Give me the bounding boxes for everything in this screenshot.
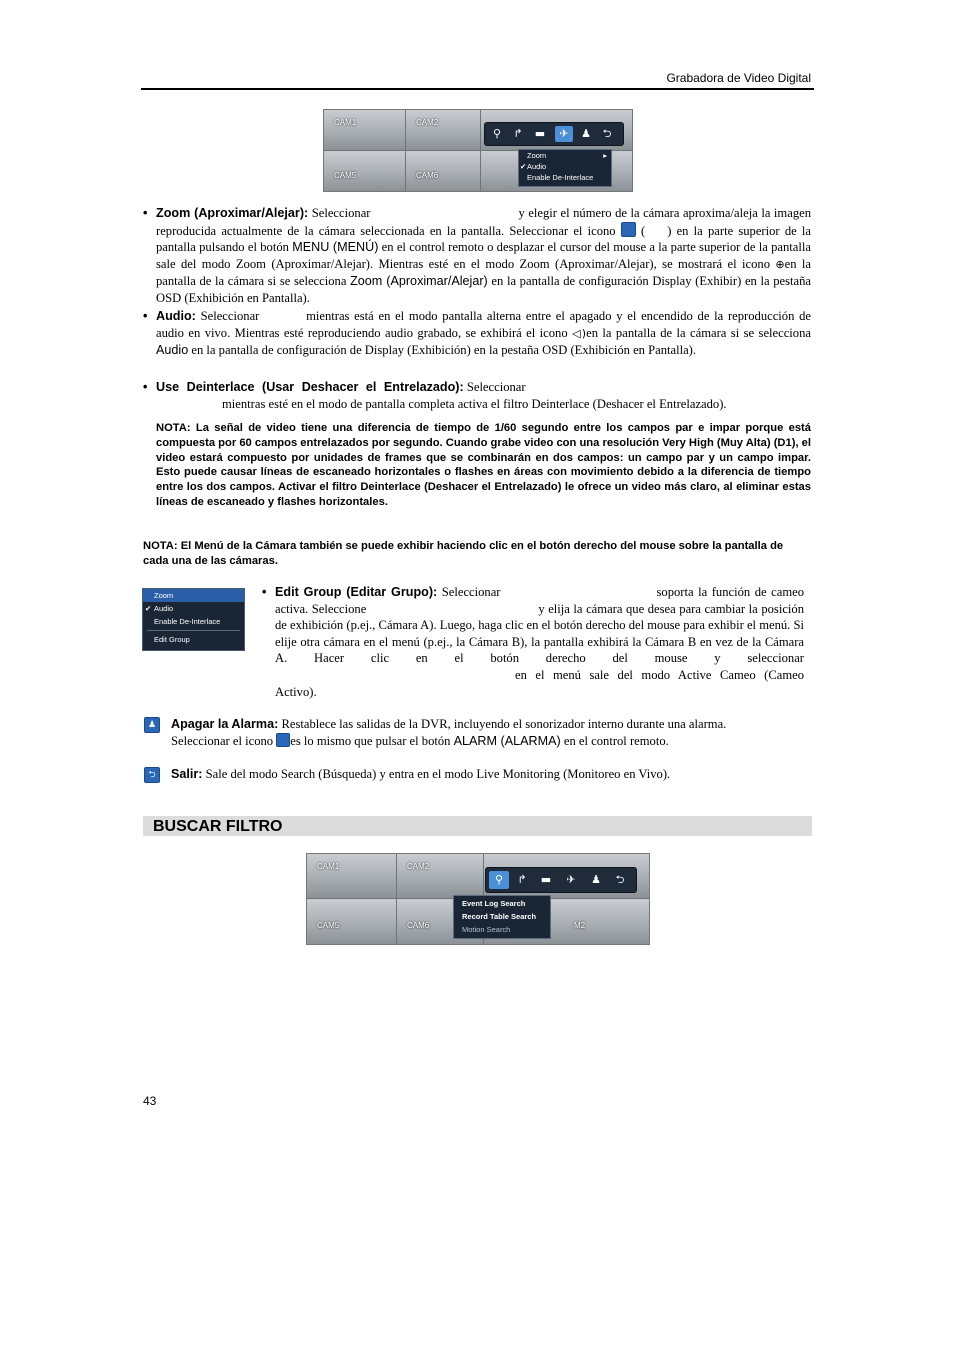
zoom-bullet: • Zoom (Aproximar/Alejar): Seleccionar y elegir el número de la cámara aproxima/aleja la imagen reproducida actualmente de la cámara seleccionada en la pantalla. Seleccionar el icono ( ) en la parte superior de la pantalla pulsando el botón MENU (MENÚ) en el control remoto o desplazar el cursor del mouse a la parte superior de la pantalla sale del modo Zoom (Aproximar/Alejar). Mientras esté en el modo Zoom (Aproximar/Alejar), se mostrará el icono ⊕en la pantalla de la cámara si se selecciona Zoom (Aproximar/Alejar) en la pantalla de configuración Display (Exhibir) en la pestaña OSD (Exhibición en Pantalla). [143,206,812,305]
speaker-icon: ◁) [572,326,587,340]
exit-icon[interactable]: ⮌ [602,127,612,140]
cam-label: CAM5 [317,921,340,930]
alarm-bell-icon[interactable]: ♟ [581,127,591,140]
arrow-icon[interactable]: ↱ [513,127,523,140]
submenu-arrow-icon: ▸ [603,151,607,160]
search-icon[interactable]: ⚲ [492,127,502,140]
exit-paragraph: Salir: Sale del modo Search (Búsqueda) y entra en el modo Live Monitoring (Monitoreo en Vivo). [171,767,671,781]
search-icon[interactable]: ⚲ [489,871,509,889]
mini-menu-edit-group[interactable]: Edit Group [154,635,190,644]
cam-label: M2 [574,921,586,930]
arrow-icon[interactable]: ↱ [517,873,527,886]
header-rule [141,88,814,90]
alarm-bell-icon[interactable]: ♟ [591,873,601,886]
cam-label: CAM5 [334,171,357,180]
edit-group-bullet: • Edit Group (Editar Grupo): Seleccionar soporta la función de cameo activa. Seleccione y elija la cámara que desea para cambiar la posición de exhibición (p.ej., Cámara A). Luego, haga clic en el botón derecho del mouse para exhibir el menú. Si elije otra cámara en el menú (p.ej., la Cámara B), la pantalla exhibirá la Cámara B en vez de la Cámara A. Hacer clic en el botón derecho del mouse y seleccionaren el menú sale del modo Active Cameo (Cameo Activo). [262,585,805,699]
alarm-bell-icon: ♟ [144,717,160,733]
checkmark-icon: ✔ [520,162,527,171]
menu-item-record-table-search[interactable]: Record Table Search [462,912,537,921]
cam-label: CAM1 [317,862,340,871]
cam-label: CAM2 [416,118,439,127]
camera-icon[interactable]: ✈ [555,126,573,142]
cam-label: CAM2 [407,862,430,871]
menu-item-zoom[interactable]: Zoom ▸ [527,151,607,160]
toolbar [485,867,637,893]
zoom-indicator-icon: ⊕ [775,257,785,271]
camera-menu-screenshot [323,109,633,192]
alarm-bell-icon [276,733,290,747]
note-deinterlace: NOTA: La señal de video tiene una diferencia de tiempo de 1/60 segundo entre los campos par e impar porque está compuesta por 60 campos entrelazados por segundo. Cuando grabe video con una resolución Very High (Muy Alta) (D1), el video estará compuesto por unidades de frames que se combinarán en dos campos: un campo par y un campo impar. Esto puede causar líneas de escaneado horizontales o flashes en áreas con movimiento debido a la diferencia de tiempo entre los dos campos. Activar el filtro Deinterlace (Deshacer el Entrelazado) le ofrece un video más claro, al eliminar estas líneas de escaneado y flashes horizontales. [156,422,811,508]
cam-label: CAM6 [407,921,430,930]
zoom-title: Zoom (Aproximar/Alejar): [156,206,309,220]
display-icon[interactable]: ▬ [534,127,546,140]
camera-dropdown-menu [518,149,612,187]
display-icon[interactable]: ▬ [540,873,552,886]
menu-item-event-log-search[interactable]: Event Log Search [462,899,526,908]
audio-bullet: • Audio: Seleccionar mientras está en el modo pantalla alterna entre el apagado y el encendido de la reproducción de audio en vivo. Mientras esté reproduciendo audio grabado, se exhibirá el icono ◁)en la pantalla de la cámara si se selecciona Audio en la pantalla de configuración de Display (Exhibición) en la pestaña OSD (Exhibición en Pantalla). [143,309,812,358]
note-camera-menu: NOTA: El Menú de la Cámara también se puede exhibir haciendo clic en el botón derecho del mouse sobre la pantalla de cada una de las cámaras. [143,540,784,567]
checkmark-icon: ✔ [145,604,152,613]
exit-title: Salir: [171,767,203,781]
mini-menu-audio[interactable]: ✔ Audio [145,604,174,613]
menu-item-audio[interactable]: ✔ Audio [520,162,547,171]
toolbar [484,122,624,146]
menu-divider [147,630,240,631]
audio-title: Audio: [156,309,196,323]
menu-item-motion-search[interactable]: Motion Search [462,925,511,934]
alarm-title: Apagar la Alarma: [171,717,279,731]
cam-label: CAM6 [416,171,439,180]
mini-menu-deinterlace[interactable]: Enable De-Interlace [154,617,221,626]
deinterlace-title: Use Deinterlace (Usar Deshacer el Entrelazado): [156,380,464,394]
search-menu-screenshot [306,853,650,945]
alarm-paragraph: Apagar la Alarma: Restablece las salidas de la DVR, incluyendo el sonorizador interno durante una alarma. Seleccionar el icono es lo mismo que pulsar el botón ALARM (ALARMA) en el control remoto. [171,717,727,748]
arrow-icon [621,222,636,237]
edit-group-menu-screenshot [142,588,245,651]
exit-icon[interactable]: ⮌ [615,873,625,886]
running-header: Grabadora de Video Digital [666,71,811,85]
page-number: 43 [143,1094,157,1108]
menu-item-deinterlace[interactable]: Enable De-Interlace [527,173,594,182]
mini-menu-zoom[interactable]: Zoom [143,589,244,602]
exit-icon: ⮌ [144,767,160,783]
cam-label: CAM1 [334,118,357,127]
search-dropdown-menu [453,895,551,939]
camera-icon[interactable]: ✈ [566,873,576,886]
deinterlace-bullet: • Use Deinterlace (Usar Deshacer el Entrelazado): Seleccionar mientras esté en el modo de pantalla completa activa el filtro Deinterlace (Deshacer el Entrelazado). [143,380,727,411]
section-title: BUSCAR FILTRO [153,818,283,835]
edit-group-title: Edit Group (Editar Grupo): [275,585,438,599]
